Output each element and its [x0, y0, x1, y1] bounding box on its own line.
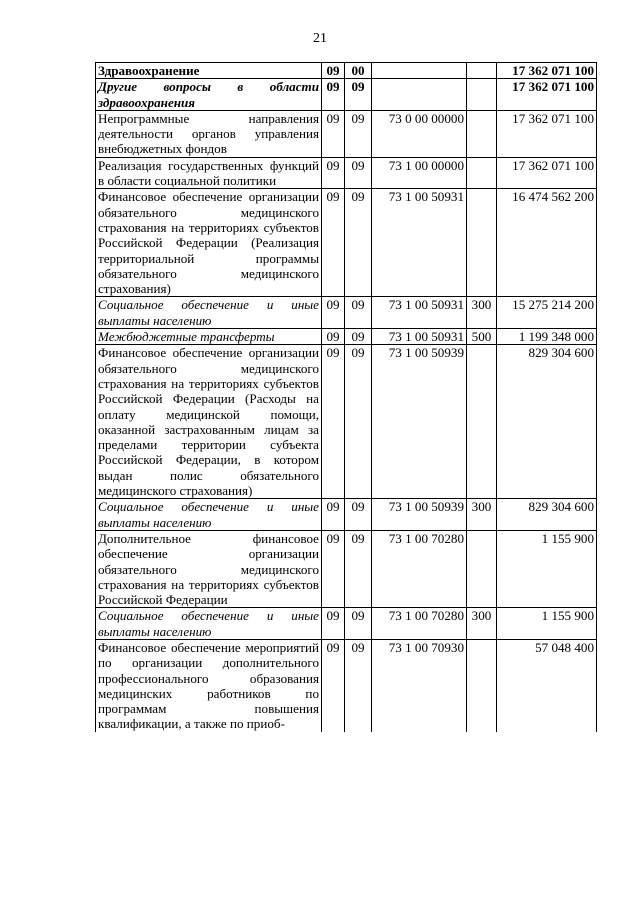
expense-type-code — [467, 189, 497, 297]
expense-type-code — [467, 110, 497, 157]
subsection-code: 09 — [345, 329, 372, 345]
target-article-code: 73 1 00 70930 — [372, 639, 467, 731]
amount: 17 362 071 100 — [497, 157, 597, 189]
table-row — [96, 189, 597, 297]
row-name: Другие вопросы в области здравоохранения — [96, 79, 322, 111]
amount: 17 362 071 100 — [497, 63, 597, 79]
subsection-code: 09 — [345, 189, 372, 297]
amount: 1 199 348 000 — [497, 329, 597, 345]
row-name: Социальное обеспечение и иные выплаты населению — [96, 297, 322, 329]
amount: 17 362 071 100 — [497, 110, 597, 157]
expense-type-code — [467, 63, 497, 79]
subsection-code: 09 — [345, 345, 372, 499]
budget-table-body — [96, 63, 597, 732]
table-row — [96, 297, 597, 329]
row-name: Финансовое обеспечение мероприятий по организации дополнительного профессионального образования медицинских работников по программам повышения квалификации, а также по приоб- — [96, 639, 322, 731]
expense-type-code: 300 — [467, 608, 497, 640]
amount: 17 362 071 100 — [497, 79, 597, 111]
table-row — [96, 157, 597, 189]
amount: 16 474 562 200 — [497, 189, 597, 297]
section-code: 09 — [322, 189, 345, 297]
row-name: Финансовое обеспечение организации обязательного медицинского страхования на территориях субъектов Российской Федерации (Расходы на оплату медицинской помощи, оказанной застрахованным лицам за пределами территории субъекта Российской Федерации, в котором выдан полис обязательного медицинского страхования) — [96, 345, 322, 499]
target-article-code: 73 1 00 50931 — [372, 189, 467, 297]
expense-type-code: 300 — [467, 297, 497, 329]
table-row — [96, 639, 597, 731]
row-name: Финансовое обеспечение организации обязательного медицинского страхования на территориях субъектов Российской Федерации (Реализация территориальной программы обязательного медицинского страхования) — [96, 189, 322, 297]
target-article-code: 73 1 00 50931 — [372, 329, 467, 345]
subsection-code: 09 — [345, 79, 372, 111]
row-name: Реализация государственных функций в области социальной политики — [96, 157, 322, 189]
amount: 1 155 900 — [497, 608, 597, 640]
target-article-code: 73 1 00 70280 — [372, 608, 467, 640]
table-row — [96, 608, 597, 640]
section-code: 09 — [322, 530, 345, 607]
expense-type-code — [467, 530, 497, 607]
amount: 57 048 400 — [497, 639, 597, 731]
subsection-code: 09 — [345, 110, 372, 157]
table-row — [96, 110, 597, 157]
expense-type-code: 300 — [467, 499, 497, 531]
table-row — [96, 499, 597, 531]
target-article-code: 73 1 00 50931 — [372, 297, 467, 329]
subsection-code: 09 — [345, 530, 372, 607]
expense-type-code — [467, 345, 497, 499]
target-article-code: 73 1 00 00000 — [372, 157, 467, 189]
table-row — [96, 63, 597, 79]
amount: 829 304 600 — [497, 499, 597, 531]
section-code: 09 — [322, 499, 345, 531]
subsection-code: 09 — [345, 608, 372, 640]
target-article-code: 73 0 00 00000 — [372, 110, 467, 157]
target-article-code: 73 1 00 50939 — [372, 499, 467, 531]
budget-table — [95, 62, 597, 732]
section-code: 09 — [322, 63, 345, 79]
section-code: 09 — [322, 79, 345, 111]
row-name: Здравоохранение — [96, 63, 322, 79]
expense-type-code: 500 — [467, 329, 497, 345]
section-code: 09 — [322, 329, 345, 345]
expense-type-code — [467, 639, 497, 731]
table-row — [96, 345, 597, 499]
subsection-code: 09 — [345, 639, 372, 731]
subsection-code: 09 — [345, 499, 372, 531]
section-code: 09 — [322, 110, 345, 157]
table-row — [96, 79, 597, 111]
section-code: 09 — [322, 157, 345, 189]
amount: 15 275 214 200 — [497, 297, 597, 329]
row-name: Непрограммные направления деятельности органов управления внебюджетных фондов — [96, 110, 322, 157]
section-code: 09 — [322, 639, 345, 731]
subsection-code: 09 — [345, 157, 372, 189]
target-article-code — [372, 79, 467, 111]
subsection-code: 09 — [345, 297, 372, 329]
expense-type-code — [467, 157, 497, 189]
expense-type-code — [467, 79, 497, 111]
section-code: 09 — [322, 345, 345, 499]
target-article-code — [372, 63, 467, 79]
section-code: 09 — [322, 608, 345, 640]
section-code: 09 — [322, 297, 345, 329]
page-number: 21 — [313, 31, 327, 46]
target-article-code: 73 1 00 70280 — [372, 530, 467, 607]
table-row — [96, 530, 597, 607]
amount: 1 155 900 — [497, 530, 597, 607]
subsection-code: 00 — [345, 63, 372, 79]
amount: 829 304 600 — [497, 345, 597, 499]
row-name: Дополнительное финансовое обеспечение организации обязательного медицинского страхования на территориях субъектов Российской Федерации — [96, 530, 322, 607]
target-article-code: 73 1 00 50939 — [372, 345, 467, 499]
row-name: Социальное обеспечение и иные выплаты населению — [96, 608, 322, 640]
row-name: Социальное обеспечение и иные выплаты населению — [96, 499, 322, 531]
row-name: Межбюджетные трансферты — [96, 329, 322, 345]
table-row — [96, 329, 597, 345]
